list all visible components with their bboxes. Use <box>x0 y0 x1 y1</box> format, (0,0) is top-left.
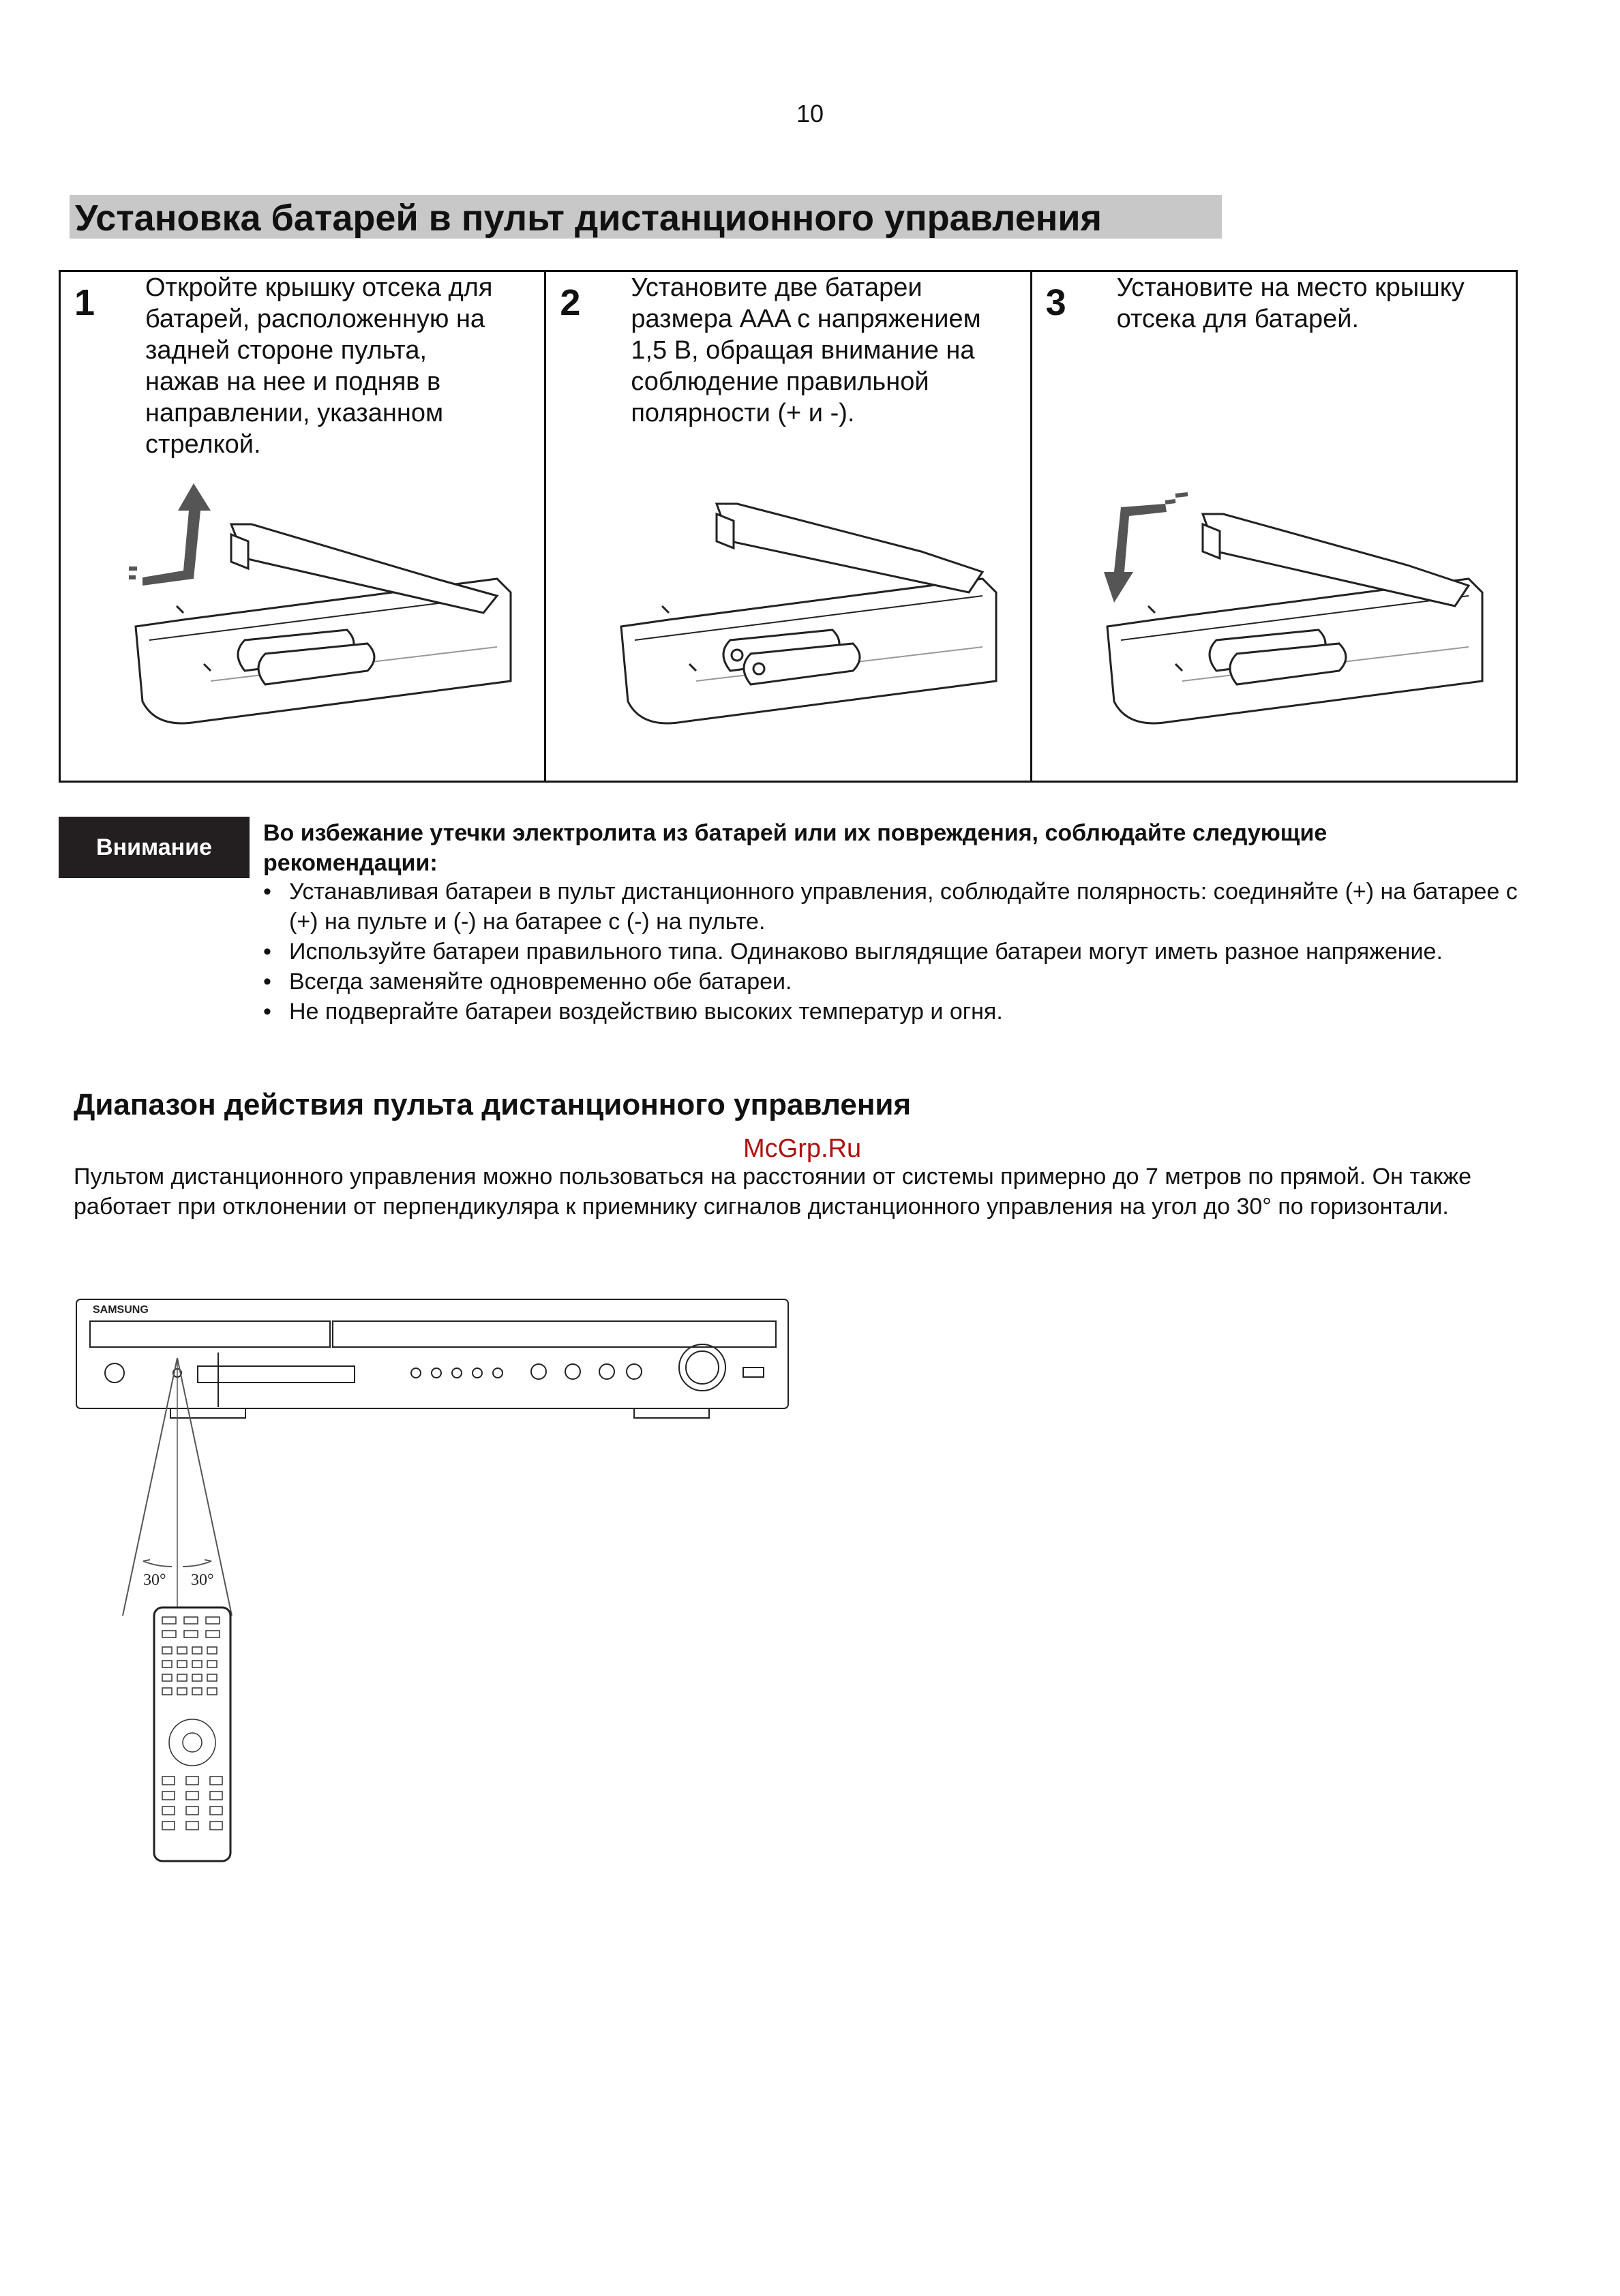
step-text: Установите на место крышку отсека для батарей. <box>1116 273 1465 333</box>
warning-item: • Не подвергайте батареи воздействию высоких температур и огня. <box>263 997 1518 1027</box>
range-heading: Диапазон действия пульта дистанционного управления <box>74 1088 912 1121</box>
steps-table <box>59 270 1518 783</box>
remote-control-illustration <box>151 1606 233 1865</box>
angle-right-label: 30° <box>191 1571 214 1589</box>
page-number: 10 <box>796 100 824 127</box>
step-number: 1 <box>74 282 95 323</box>
warning-item: • Используйте батареи правильного типа. Одинаково выглядящие батареи могут иметь разное напряжение. <box>263 937 1518 967</box>
step-cell-3 <box>1032 272 1516 781</box>
remote-close-cover-illustration <box>1100 477 1510 776</box>
step-number: 3 <box>1045 282 1066 323</box>
angle-left-label: 30° <box>143 1571 166 1589</box>
remote-open-cover-illustration <box>129 477 538 776</box>
watermark-text: McGrp.Ru <box>743 1134 862 1163</box>
range-body: Пультом дистанционного управления можно пользоваться на расстоянии от системы примерно до 7 метров по прямой. Он также работает при отклонении от перпендикуляра к приемнику сигналов дистанционного управления на угол до 30° по горизонтали. <box>74 1164 1471 1220</box>
step-text: Откройте крышку отсека для батарей, расположенную на задней стороне пульта, нажав на нее и подняв в направлении, указанном стрелкой. <box>145 273 493 459</box>
warning-item: • Всегда заменяйте одновременно обе батареи. <box>263 967 1518 997</box>
warning-badge: Внимание <box>59 817 250 878</box>
remote-insert-batteries-illustration <box>614 477 1023 776</box>
receiver-brand: SAMSUNG <box>93 1304 149 1316</box>
warning-item: • Устанавливая батареи в пульт дистанционного управления, соблюдайте полярность: соединяйте (+) на батарее с (+) на пульте и (-) на батарее с (-) на пульте. <box>263 877 1518 937</box>
warning-intro: Во избежание утечки электролита из батарей или их повреждения, соблюдайте следующие рекомендации: <box>263 820 1328 876</box>
step-number: 2 <box>560 282 581 323</box>
remote-range-cone <box>116 1357 266 1616</box>
step-cell-2 <box>546 272 1032 781</box>
section-title: Установка батарей в пульт дистанционного управления <box>75 198 1102 239</box>
step-cell-1 <box>61 272 546 781</box>
step-text: Установите две батареи размера AAA с напряжением 1,5 В, обращая внимание на соблюдение правильной полярности (+ и -). <box>631 273 981 427</box>
warning-list <box>263 877 1518 1027</box>
